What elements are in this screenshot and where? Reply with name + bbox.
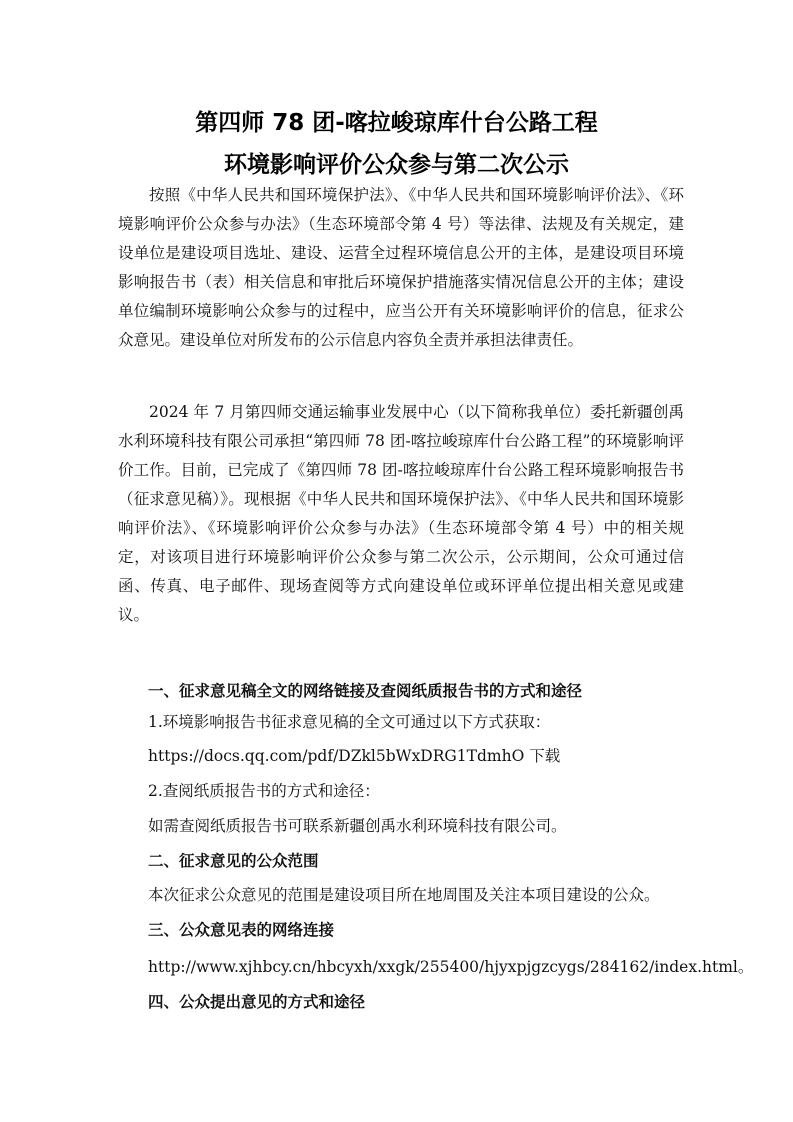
section-1-item-2-text: 如需查阅纸质报告书可联系新疆创禹水利环境科技有限公司。 <box>148 817 567 835</box>
commission-paragraph <box>118 398 684 630</box>
section-2-heading: 二、征求意见的公众范围 <box>148 852 319 870</box>
paragraph-1: 按照《中华人民共和国环境保护法》、《中华人民共和国环境影响评价法》、《环境影响评价公众参与办法》（生态环境部令第 4 号）等法律、法规及有关规定，建设单位是建设项目选址、建设、运营全过程环境信息公开的主体，是建设项目环境影响报告书（表）相关信息和审批后环境保护措施落实情况信息公开的主体；建设单位编制环境影响公众参与的过程中，应当公开有关环境影响评价的信息，征求公众意见。建设单位对所发布的公示信息内容负全责并承担法律责任。 <box>118 186 684 349</box>
section-2-text: 本次征求公众意见的范围是建设项目所在地周围及关注本项目建设的公众。 <box>148 886 660 904</box>
report-download-link[interactable]: https://docs.qq.com/pdf/DZkl5bWxDRG1TdmhO 下载 <box>148 747 561 765</box>
public-opinion-form-link[interactable]: http://www.xjhbcy.cn/hbcyxh/xxgk/255400/hjyxpjgzcygs/284162/index.html。 <box>148 958 754 976</box>
section-4-heading: 四、公众提出意见的方式和途径 <box>148 993 366 1011</box>
document-title-line-1: 第四师 78 团-喀拉峻琼库什台公路工程 <box>195 110 598 136</box>
section-1-item-1: 1.环境影响报告书征求意见稿的全文可通过以下方式获取： <box>148 713 551 731</box>
paragraph-2: 2024 年 7 月第四师交通运输事业发展中心（以下简称我单位）委托新疆创禹水利环境科技有限公司承担“第四师 78 团-喀拉峻琼库什台公路工程”的环境影响评价工作。目前，已完成了《第四师 78 团-喀拉峻琼库什台公路工程环境影响报告书（征求意见稿）》。现根据《中华人民共和国环境保护法》、《中华人民共和国环境影响评价法》、《环境影响评价公众参与办法》（生态环境部令第 4 号）中的相关规定，对该项目进行环境影响评价公众参与第二次公示，公示期间，公众可通过信函、传真、电子邮件、现场查阅等方式向建设单位或环评单位提出相关意见或建议。 <box>118 403 684 624</box>
section-1-heading: 一、征求意见稿全文的网络链接及查阅纸质报告书的方式和途径 <box>148 682 583 700</box>
section-3-heading: 三、公众意见表的网络连接 <box>148 921 335 939</box>
section-1-item-2: 2.查阅纸质报告书的方式和途径： <box>148 782 380 800</box>
intro-paragraph <box>118 181 684 355</box>
document-title-line-2: 环境影响评价公众参与第二次公示 <box>224 152 569 178</box>
